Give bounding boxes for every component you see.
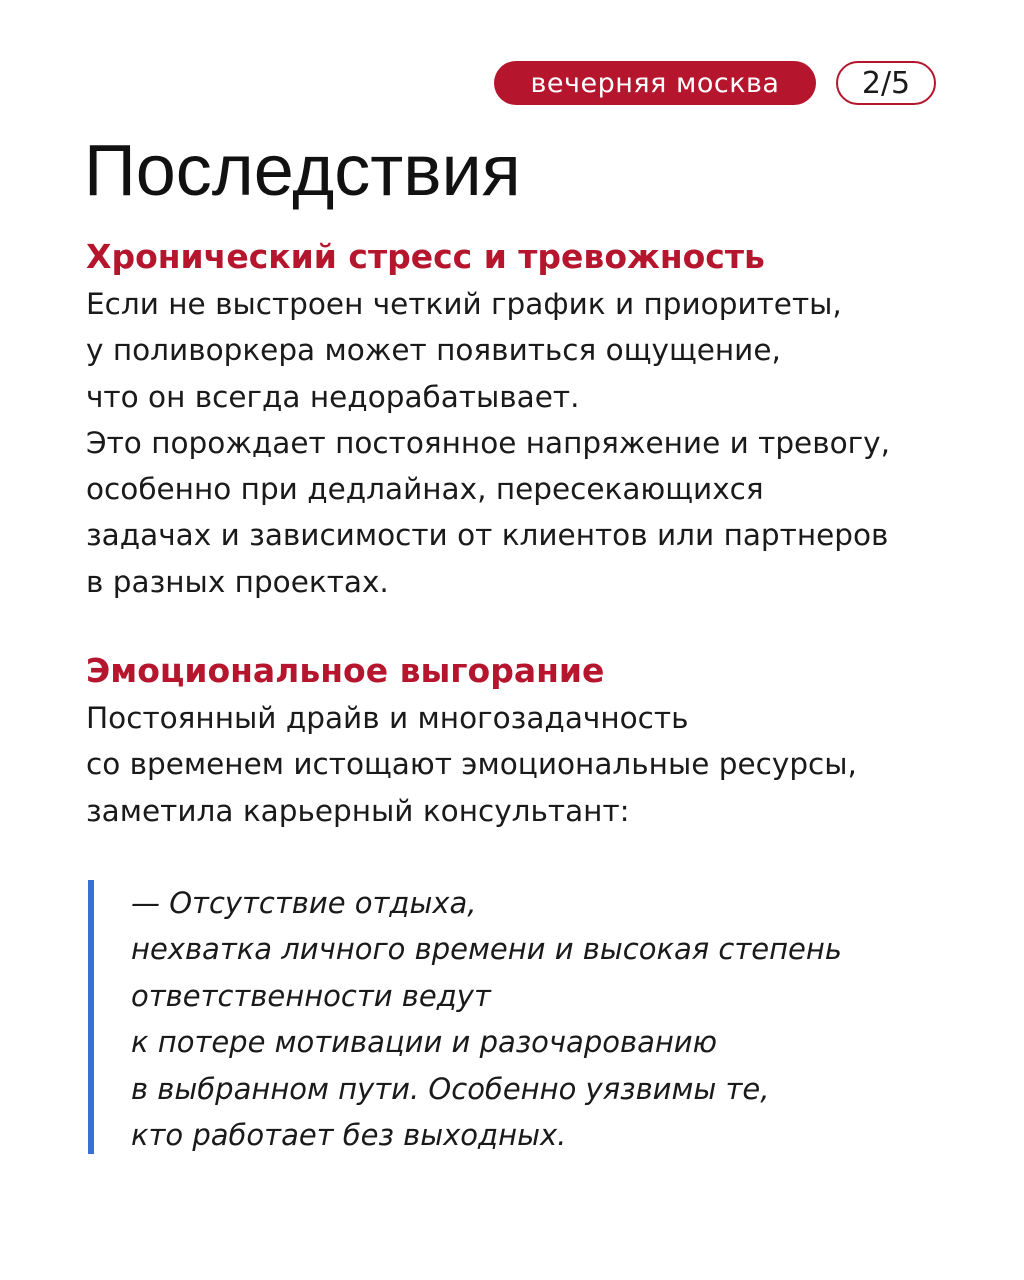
page-counter: 2/5 bbox=[836, 61, 936, 105]
text-line: что он всегда недорабатывает. bbox=[86, 379, 580, 414]
quote-line: нехватка личного времени и высокая степень bbox=[131, 932, 842, 967]
page-title: Последствия bbox=[84, 131, 521, 211]
text-line: в разных проектах. bbox=[86, 564, 389, 599]
text-line: Постоянный драйв и многозадачность bbox=[86, 701, 689, 735]
section-heading-burnout: Эмоциональное выгорание bbox=[86, 651, 605, 690]
text-line: задачах и зависимости от клиентов или партнеров bbox=[86, 518, 889, 553]
text-line: у поливоркера может появиться ощущение, bbox=[86, 333, 781, 368]
quote-line: ответственности ведут bbox=[131, 978, 491, 1013]
quote-line: кто работает без выходных. bbox=[131, 1118, 567, 1153]
text-line: особенно при дедлайнах, пересекающихся bbox=[86, 472, 764, 507]
quote-accent-bar bbox=[88, 880, 94, 1154]
quote-line: — Отсутствие отдыха, bbox=[131, 886, 477, 920]
quote-line: к потере мотивации и разочарованию bbox=[131, 1025, 718, 1060]
quote-block bbox=[131, 880, 842, 1158]
text-line: заметила карьерный консультант: bbox=[86, 793, 630, 828]
brand-badge: вечерняя москва bbox=[494, 61, 816, 105]
section-heading-stress: Хронический стресс и тревожность bbox=[86, 237, 765, 276]
text-line: Если не выстроен четкий график и приоритеты, bbox=[86, 287, 842, 321]
section-body-stress bbox=[86, 281, 890, 605]
text-line: Это порождает постоянное напряжение и тревогу, bbox=[86, 425, 890, 460]
quote-line: в выбранном пути. Особенно уязвимы те, bbox=[131, 1071, 770, 1106]
section-body-burnout bbox=[86, 695, 857, 834]
text-line: со временем истощают эмоциональные ресурсы, bbox=[86, 747, 857, 782]
